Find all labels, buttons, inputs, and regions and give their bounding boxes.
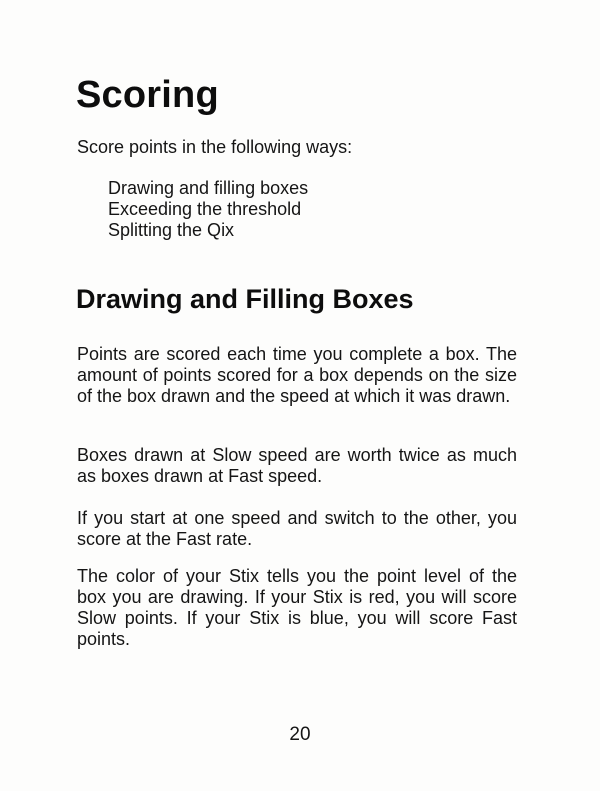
list-item: Drawing and filling boxes	[108, 178, 309, 198]
list-item: Splitting the Qix	[108, 220, 235, 240]
paragraph-points: Points are scored each time you complete a box. The amount of points scored for a box depends on the size of the box drawn and the speed at which it was drawn.	[77, 344, 517, 406]
page-title: Scoring	[76, 74, 219, 116]
intro-text: Score points in the following ways:	[77, 137, 353, 157]
page-number: 20	[289, 724, 311, 745]
paragraph-slow-speed: Boxes drawn at Slow speed are worth twice as much as boxes drawn at Fast speed.	[77, 445, 517, 486]
scoring-ways-list	[108, 178, 308, 241]
paragraph-switch-speed: If you start at one speed and switch to the other, you score at the Fast rate.	[77, 508, 517, 549]
section-heading: Drawing and Filling Boxes	[76, 284, 414, 314]
paragraph-stix-color: The color of your Stix tells you the point level of the box you are drawing. If your Stix is red, you will score Slow points. If your Stix is blue, you will score Fast points.	[77, 566, 517, 649]
list-item: Exceeding the threshold	[108, 199, 302, 219]
